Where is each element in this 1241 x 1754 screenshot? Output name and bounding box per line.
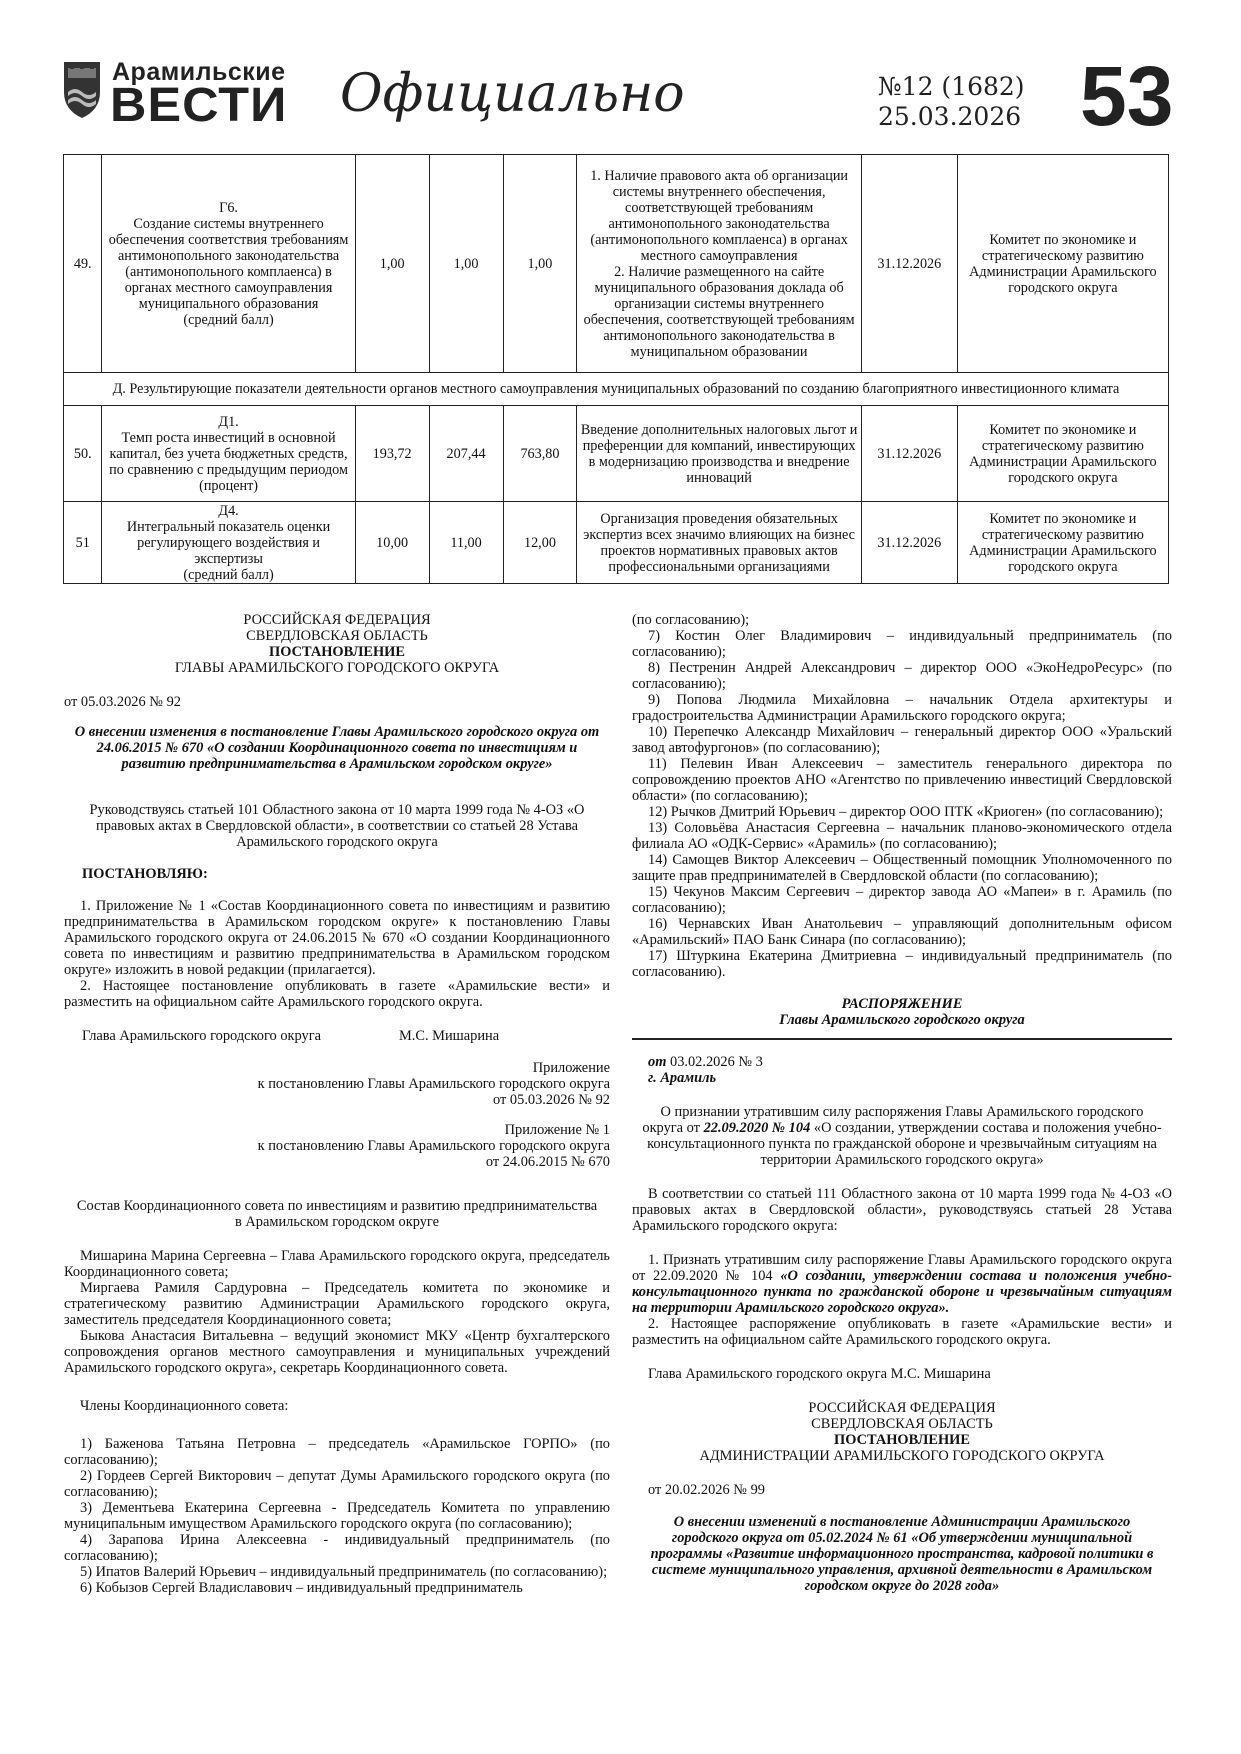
paragraph: 2. Настоящее распоряжение опубликовать в газете «Арамильские вести» и разместить на официальном сайте Арамильского городского округа. (632, 1316, 1172, 1348)
list-item: 5) Ипатов Валерий Юрьевич – индивидуальный предприниматель (по согласованию); (80, 1564, 608, 1580)
doc-subject: О внесении изменений в постановление Администрации Арамильского городского округа от 05.02.2024 № 61 «Об утверждении муниципальной программы «Развитие информационного пространства, кадровой политики в системе муниципального управления, архивной деятельности в Арамильском городском округе до 2028 года» (650, 1514, 1154, 1594)
order-subject-a: О признании утратившим силу распоряжения Главы Арамильского городского округа от (642, 1104, 1144, 1136)
order-title: РАСПОРЯЖЕНИЕ (841, 996, 963, 1012)
appendix-date: от 05.03.2026 № 92 (493, 1092, 610, 1108)
signature: Глава Арамильского городского округа М.С. Мишарина (648, 1366, 991, 1382)
left-column (64, 612, 610, 1596)
appendix-ref: к постановлению Главы Арамильского городского округа (257, 1076, 610, 1092)
page-number: 53 (1080, 49, 1174, 143)
appendix-date: от 24.06.2015 № 670 (485, 1154, 610, 1170)
indicators-table (63, 154, 1169, 584)
doc-header-line: СВЕРДЛОВСКАЯ ОБЛАСТЬ (246, 628, 428, 644)
signature-title: Глава Арамильского городского округа (82, 1028, 321, 1044)
action-cell: Введение дополнительных налоговых льгот и преференции для компаний, инвестирующих в модернизацию производства и внедрение инноваций (577, 406, 861, 502)
indicator-cell: Д1. Темп роста инвестиций в основной капитал, без учета бюджетных средств, по сравнению с предыдущим периодом (процент) (102, 406, 355, 502)
doc-header-line: СВЕРДЛОВСКАЯ ОБЛАСТЬ (811, 1416, 993, 1432)
council-member: Мишарина Марина Сергеевна – Глава Арамильского городского округа, председатель Координационного совета; (64, 1248, 610, 1280)
responsible-cell: Комитет по экономике и стратегическому развитию Администрации Арамильского городского округа (957, 406, 1168, 502)
doc-date-number: от 05.03.2026 № 92 (64, 694, 181, 710)
order-date-number (632, 1054, 1172, 1070)
list-item: 13) Соловьёва Анастасия Сергеевна – начальник планово-экономического отдела филиала АО «ОДК-Сервис» «Арамиль» (по согласованию); (632, 820, 1172, 852)
list-item: 4) Зарапова Ирина Алексеевна - индивидуальный предприниматель (по согласованию); (64, 1532, 610, 1564)
row-number: 49. (64, 155, 102, 373)
logo-line1: Арамильские (112, 58, 286, 86)
value-cell: 1,00 (429, 155, 503, 373)
value-cell: 763,80 (503, 406, 577, 502)
doc-basis: Руководствуясь статьей 101 Областного закона от 10 марта 1999 года № 4-ОЗ «О правовых актах в Свердловской области», в соответствии со статьей 28 Устава Арамильского городского округа (89, 802, 585, 850)
appendix-label: Приложение (532, 1060, 610, 1076)
order-p1b: «О создании, утверждении состава и положения учебно-консультационного пункта по гражданской обороне и чрезвычайным ситуациям на территории Арамильского городского округа». (632, 1268, 1172, 1316)
value-cell: 207,44 (429, 406, 503, 502)
section-cell: Д. Результирующие показатели деятельности органов местного самоуправления муниципальных образований по созданию благоприятного инвестиционного климата (64, 373, 1169, 406)
order-basis: В соответствии со статьей 111 Областного закона от 10 марта 1999 года № 4-ОЗ «О правовых актах в Свердловской области», руководствуясь статьей 28 Устава Арамильского городского округа: (632, 1186, 1172, 1234)
paragraph (632, 1252, 1172, 1316)
doc-type: ПОСТАНОВЛЕНИЕ (834, 1432, 970, 1448)
list-item: 2) Гордеев Сергей Викторович – депутат Думы Арамильского городского округа (по согласованию); (64, 1468, 610, 1500)
issue-number: №12 (1682) (878, 72, 1025, 101)
list-item: (по согласованию); (632, 612, 750, 628)
newspaper-logo (60, 52, 290, 134)
order-city: г. Арамиль (648, 1070, 717, 1086)
composition-title: Состав Координационного совета по инвестициям и развитию предпринимательства в Арамильском городском округе (76, 1198, 598, 1230)
list-item: 11) Пелевин Иван Алексеевич – заместитель генерального директора по сопровождению проектов АНО «Агентство по привлечению инвестиций Свердловской области» (по согласованию); (632, 756, 1172, 804)
order-subject-c: «О создании, утверждении состава и положения учебно-консультационного пункта по гражданской обороне и чрезвычайным ситуациям на территории Арамильского городского округа» (647, 1120, 1162, 1168)
order-p1a: 1. Признать утратившим силу распоряжение Главы Арамильского городского округа от 22.09.2020 № 104 (632, 1252, 1172, 1284)
list-item: 1) Баженова Татьяна Петровна – председатель «Арамильское ГОРПО» (по согласованию); (64, 1436, 610, 1468)
signature (64, 1028, 610, 1044)
list-item: 9) Попова Людмила Михайловна – начальник Отдела архитектуры и градостроительства Администрации Арамильского городского округа; (632, 692, 1172, 724)
doc-issuer: ГЛАВЫ АРАМИЛЬСКОГО ГОРОДСКОГО ОКРУГА (174, 660, 500, 676)
right-column (632, 612, 1172, 1594)
table-row (64, 406, 1169, 502)
list-item: 17) Штуркина Екатерина Дмитриевна – индивидуальный предприниматель (по согласованию). (632, 948, 1172, 980)
list-item: 14) Самощев Виктор Алексеевич – Общественный помощник Уполномоченного по защите прав предпринимателей в Свердловской области (по согласованию); (632, 852, 1172, 884)
doc-header-line: РОССИЙСКАЯ ФЕДЕРАЦИЯ (243, 612, 431, 628)
table-row (64, 155, 1169, 373)
indicator-cell: Д4. Интегральный показатель оценки регулирующего воздействия и экспертизы (средний балл) (102, 502, 355, 584)
doc-issuer: АДМИНИСТРАЦИИ АРАМИЛЬСКОГО ГОРОДСКОГО ОКРУГА (699, 1448, 1105, 1464)
doc-date-number: от 20.02.2026 № 99 (648, 1482, 765, 1498)
appendix-ref: к постановлению Главы Арамильского городского округа (257, 1138, 610, 1154)
value-cell: 12,00 (503, 502, 577, 584)
doc-type: ПОСТАНОВЛЕНИЕ (269, 644, 405, 660)
deadline-cell: 31.12.2026 (861, 502, 957, 584)
value-cell: 11,00 (429, 502, 503, 584)
row-number: 50. (64, 406, 102, 502)
order-date: 03.02.2026 № 3 (670, 1054, 763, 1070)
table-section-row (64, 373, 1169, 406)
list-item: 3) Дементьева Екатерина Сергеевна - Председатель Комитета по управлению муниципальным имуществом Арамильского городского округа (по согласованию); (64, 1500, 610, 1532)
value-cell: 193,72 (355, 406, 429, 502)
responsible-cell: Комитет по экономике и стратегическому развитию Администрации Арамильского городского округа (957, 155, 1168, 373)
issue-info (878, 72, 1025, 132)
list-item: 12) Рычков Дмитрий Юрьевич – директор ООО ПТК «Криоген» (по согласованию); (648, 804, 1164, 820)
members-heading: Члены Координационного совета: (80, 1398, 289, 1414)
order-subject-b: 22.09.2020 № 104 (703, 1120, 811, 1136)
issue-date: 25.03.2026 (878, 102, 1022, 131)
logo-line2: ВЕСТИ (110, 79, 288, 132)
list-item: 16) Чернавских Иван Анатольевич – управляющий дополнительным офисом «Арамильский» ПАО Банк Синара (по согласованию); (632, 916, 1172, 948)
responsible-cell: Комитет по экономике и стратегическому развитию Администрации Арамильского городского округа (957, 502, 1168, 584)
appendix-label: Приложение № 1 (504, 1122, 610, 1138)
value-cell: 1,00 (355, 155, 429, 373)
list-item: 8) Пестренин Андрей Александрович – директор ООО «ЭкоНедроРесурс» (по согласованию); (632, 660, 1172, 692)
order-subject (632, 1104, 1172, 1168)
value-cell: 1,00 (503, 155, 577, 373)
list-item: 6) Кобызов Сергей Владиславович – индивидуальный предприниматель (80, 1580, 523, 1596)
doc-subject: О внесении изменения в постановление Главы Арамильского городского округа от 24.06.2015 № 670 «О создании Координационного совета по инвестициям и развитию предпринимательства в Арамильском городском округе» (74, 724, 600, 772)
signature-name: М.С. Мишарина (399, 1028, 500, 1044)
value-cell: 10,00 (355, 502, 429, 584)
table-row (64, 502, 1169, 584)
paragraph: 2. Настоящее постановление опубликовать в газете «Арамильские вести» и разместить на официальном сайте Арамильского городского округа. (64, 978, 610, 1010)
resolve-heading: ПОСТАНОВЛЯЮ: (82, 866, 208, 882)
action-cell: Организация проведения обязательных экспертиз всех значимо влияющих на бизнес проектов нормативных правовых актов профессиональными организациями (577, 502, 861, 584)
council-member: Быкова Анастасия Витальевна – ведущий экономист МКУ «Центр бухгалтерского сопровождения органов местного самоуправления и муниципальных учреждений Арамильского городского округа», секретарь Координационного совета. (64, 1328, 610, 1376)
row-number: 51 (64, 502, 102, 584)
indicator-cell: Г6. Создание системы внутреннего обеспечения соответствия требованиям антимонопольного законодательства (антимонопольного комплаенса) в органах местного самоуправления муниципального образования (средний балл) (102, 155, 355, 373)
section-title: Официально (340, 64, 685, 124)
order-subtitle: Главы Арамильского городского округа (779, 1012, 1025, 1028)
order-from-label: от (648, 1054, 667, 1070)
deadline-cell: 31.12.2026 (861, 406, 957, 502)
deadline-cell: 31.12.2026 (861, 155, 957, 373)
list-item: 15) Чекунов Максим Сергеевич – директор завода АО «Мапеи» в г. Арамиль (по согласованию); (632, 884, 1172, 916)
doc-header-line: РОССИЙСКАЯ ФЕДЕРАЦИЯ (808, 1400, 996, 1416)
action-cell: 1. Наличие правового акта об организации системы внутреннего обеспечения, соответствующей требованиям антимонопольного законодательства (антимонопольного комплаенса) в органах местного самоуправления 2. Наличие размещенного на сайте муниципального образования доклада об организации системы внутреннего обеспечения, соответствующей требованиям антимонопольного законодательства в муниципальном образовании (577, 155, 861, 373)
list-item: 10) Перепечко Александр Михайлович – генеральный директор ООО «Уральский завод автофургонов» (по согласованию); (632, 724, 1172, 756)
divider (632, 1038, 1172, 1040)
city-emblem-icon (60, 58, 104, 120)
paragraph: 1. Приложение № 1 «Состав Координационного совета по инвестициям и развитию предпринимательства в Арамильском городском округе» к постановлению Главы Арамильского городского округа от 24.06.2015 № 670 «О создании Координационного совета по инвестициям и развитию предпринимательства в Арамильском городском округе» изложить в новой редакции (прилагается). (64, 898, 610, 978)
council-member: Миргаева Рамиля Сардуровна – Председатель комитета по экономике и стратегическому развитию Администрации Арамильского городского округа, заместитель председателя Координационного совета; (64, 1280, 610, 1328)
list-item: 7) Костин Олег Владимирович – индивидуальный предприниматель (по согласованию); (632, 628, 1172, 660)
